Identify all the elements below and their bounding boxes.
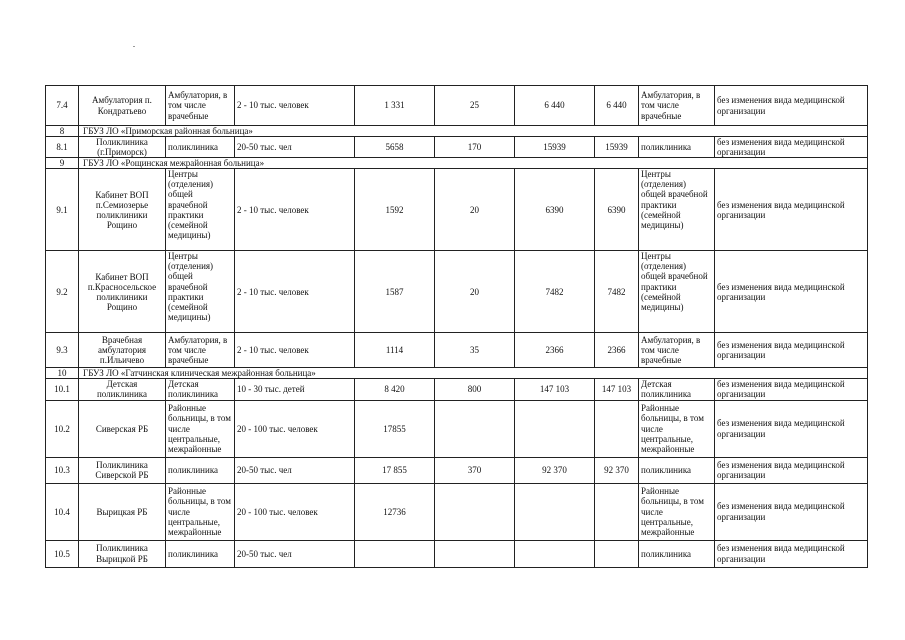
table-body bbox=[46, 86, 868, 568]
population-range: 20-50 тыс. чел bbox=[235, 457, 355, 483]
facility-type-planned: Центры (отделения) общей врачебной практики (семейной медицины) bbox=[639, 251, 715, 333]
facility-name: Врачебная амбулатория п.Ильичево bbox=[79, 333, 166, 368]
section-number: 9 bbox=[46, 158, 79, 169]
facility-type-planned: Районные больницы, в том числе центральные, межрайонные bbox=[639, 483, 715, 540]
facility-type: поликлиника bbox=[166, 540, 235, 567]
table-row bbox=[46, 251, 868, 333]
note: без изменения вида медицинской организации bbox=[715, 251, 868, 333]
value-col-2: 20 bbox=[435, 251, 515, 333]
facility-name: Поликлиника (г.Приморск) bbox=[79, 137, 166, 158]
facility-type: Районные больницы, в том числе центральные, межрайонные bbox=[166, 400, 235, 457]
value-col-1: 8 420 bbox=[355, 379, 435, 400]
facility-type: Амбулатория, в том числе врачебные bbox=[166, 333, 235, 368]
population-range: 2 - 10 тыс. человек bbox=[235, 251, 355, 333]
value-col-2 bbox=[435, 540, 515, 567]
population-range: 20 - 100 тыс. человек bbox=[235, 400, 355, 457]
note: без изменения вида медицинской организации bbox=[715, 483, 868, 540]
value-col-1: 5658 bbox=[355, 137, 435, 158]
value-col-4: 2366 bbox=[595, 333, 639, 368]
value-col-1: 12736 bbox=[355, 483, 435, 540]
note: без изменения вида медицинской организации bbox=[715, 86, 868, 126]
row-number: 10.3 bbox=[46, 457, 79, 483]
value-col-4 bbox=[595, 483, 639, 540]
note: без изменения вида медицинской организации bbox=[715, 379, 868, 400]
row-number: 10.5 bbox=[46, 540, 79, 567]
value-col-3 bbox=[515, 400, 595, 457]
table-row bbox=[46, 400, 868, 457]
value-col-2: 170 bbox=[435, 137, 515, 158]
facility-name: Вырицкая РБ bbox=[79, 483, 166, 540]
value-col-2 bbox=[435, 400, 515, 457]
table-row bbox=[46, 86, 868, 126]
value-col-2: 25 bbox=[435, 86, 515, 126]
row-number: 9.2 bbox=[46, 251, 79, 333]
facility-type: Центры (отделения) общей врачебной практики (семейной медицины) bbox=[166, 251, 235, 333]
row-number: 10.2 bbox=[46, 400, 79, 457]
population-range: 20-50 тыс. чел bbox=[235, 540, 355, 567]
table-row bbox=[46, 169, 868, 251]
value-col-3: 15939 bbox=[515, 137, 595, 158]
population-range: 2 - 10 тыс. человек bbox=[235, 333, 355, 368]
table-row bbox=[46, 137, 868, 158]
value-col-1: 1587 bbox=[355, 251, 435, 333]
row-number: 9.1 bbox=[46, 169, 79, 251]
facilities-table bbox=[45, 85, 868, 568]
facility-name: Сиверская РБ bbox=[79, 400, 166, 457]
facility-type-planned: Амбулатория, в том числе врачебные bbox=[639, 333, 715, 368]
scan-speck bbox=[133, 46, 135, 47]
facility-name: Поликлиника Вырицкой РБ bbox=[79, 540, 166, 567]
value-col-4: 147 103 bbox=[595, 379, 639, 400]
value-col-3: 7482 bbox=[515, 251, 595, 333]
note: без изменения вида медицинской организации bbox=[715, 333, 868, 368]
value-col-4 bbox=[595, 540, 639, 567]
row-number: 9.3 bbox=[46, 333, 79, 368]
value-col-1: 17855 bbox=[355, 400, 435, 457]
facility-type-planned: Центры (отделения) общей врачебной практики (семейной медицины) bbox=[639, 169, 715, 251]
value-col-4: 6 440 bbox=[595, 86, 639, 126]
facility-type: Центры (отделения) общей врачебной практики (семейной медицины) bbox=[166, 169, 235, 251]
table-row bbox=[46, 540, 868, 567]
section-row bbox=[46, 368, 868, 379]
population-range: 20 - 100 тыс. человек bbox=[235, 483, 355, 540]
population-range: 10 - 30 тыс. детей bbox=[235, 379, 355, 400]
value-col-4: 15939 bbox=[595, 137, 639, 158]
facility-name: Амбулатория п. Кондратьево bbox=[79, 86, 166, 126]
value-col-3 bbox=[515, 483, 595, 540]
value-col-4: 6390 bbox=[595, 169, 639, 251]
value-col-1: 1114 bbox=[355, 333, 435, 368]
facility-name: Кабинет ВОП п.Семиозерье поликлиники Рощино bbox=[79, 169, 166, 251]
value-col-3: 6 440 bbox=[515, 86, 595, 126]
value-col-2: 800 bbox=[435, 379, 515, 400]
value-col-1 bbox=[355, 540, 435, 567]
section-number: 8 bbox=[46, 126, 79, 137]
value-col-2: 370 bbox=[435, 457, 515, 483]
value-col-3: 6390 bbox=[515, 169, 595, 251]
facility-type: поликлиника bbox=[166, 137, 235, 158]
value-col-1: 1592 bbox=[355, 169, 435, 251]
table-row bbox=[46, 379, 868, 400]
facility-type-planned: Детская поликлиника bbox=[639, 379, 715, 400]
facility-type-planned: поликлиника bbox=[639, 540, 715, 567]
value-col-4 bbox=[595, 400, 639, 457]
facility-type-planned: поликлиника bbox=[639, 457, 715, 483]
facility-type-planned: Районные больницы, в том числе центральные, межрайонные bbox=[639, 400, 715, 457]
row-number: 8.1 bbox=[46, 137, 79, 158]
facility-type-planned: поликлиника bbox=[639, 137, 715, 158]
value-col-3: 2366 bbox=[515, 333, 595, 368]
note: без изменения вида медицинской организации bbox=[715, 137, 868, 158]
table-row bbox=[46, 333, 868, 368]
facility-type: Амбулатория, в том числе врачебные bbox=[166, 86, 235, 126]
table-row bbox=[46, 483, 868, 540]
table-row bbox=[46, 457, 868, 483]
facility-type: Детская поликлиника bbox=[166, 379, 235, 400]
section-title: ГБУЗ ЛО «Гатчинская клиническая межрайонная больница» bbox=[79, 368, 868, 379]
value-col-3: 92 370 bbox=[515, 457, 595, 483]
facility-name: Детская поликлиника bbox=[79, 379, 166, 400]
value-col-1: 1 331 bbox=[355, 86, 435, 126]
section-row bbox=[46, 126, 868, 137]
population-range: 2 - 10 тыс. человек bbox=[235, 169, 355, 251]
value-col-2: 35 bbox=[435, 333, 515, 368]
row-number: 10.1 bbox=[46, 379, 79, 400]
facility-name: Кабинет ВОП п.Красносельское поликлиники Рощино bbox=[79, 251, 166, 333]
facility-type: Районные больницы, в том числе центральные, межрайонные bbox=[166, 483, 235, 540]
value-col-2 bbox=[435, 483, 515, 540]
note: без изменения вида медицинской организации bbox=[715, 540, 868, 567]
value-col-3: 147 103 bbox=[515, 379, 595, 400]
value-col-4: 7482 bbox=[595, 251, 639, 333]
section-number: 10 bbox=[46, 368, 79, 379]
section-title: ГБУЗ ЛО «Рощинская межрайонная больница» bbox=[79, 158, 868, 169]
note: без изменения вида медицинской организации bbox=[715, 457, 868, 483]
value-col-1: 17 855 bbox=[355, 457, 435, 483]
note: без изменения вида медицинской организации bbox=[715, 400, 868, 457]
value-col-3 bbox=[515, 540, 595, 567]
row-number: 10.4 bbox=[46, 483, 79, 540]
facility-type-planned: Амбулатория, в том числе врачебные bbox=[639, 86, 715, 126]
value-col-2: 20 bbox=[435, 169, 515, 251]
population-range: 2 - 10 тыс. человек bbox=[235, 86, 355, 126]
value-col-4: 92 370 bbox=[595, 457, 639, 483]
facility-name: Поликлиника Сиверской РБ bbox=[79, 457, 166, 483]
note: без изменения вида медицинской организации bbox=[715, 169, 868, 251]
facility-type: поликлиника bbox=[166, 457, 235, 483]
row-number: 7.4 bbox=[46, 86, 79, 126]
section-title: ГБУЗ ЛО «Приморская районная больница» bbox=[79, 126, 868, 137]
section-row bbox=[46, 158, 868, 169]
population-range: 20-50 тыс. чел bbox=[235, 137, 355, 158]
